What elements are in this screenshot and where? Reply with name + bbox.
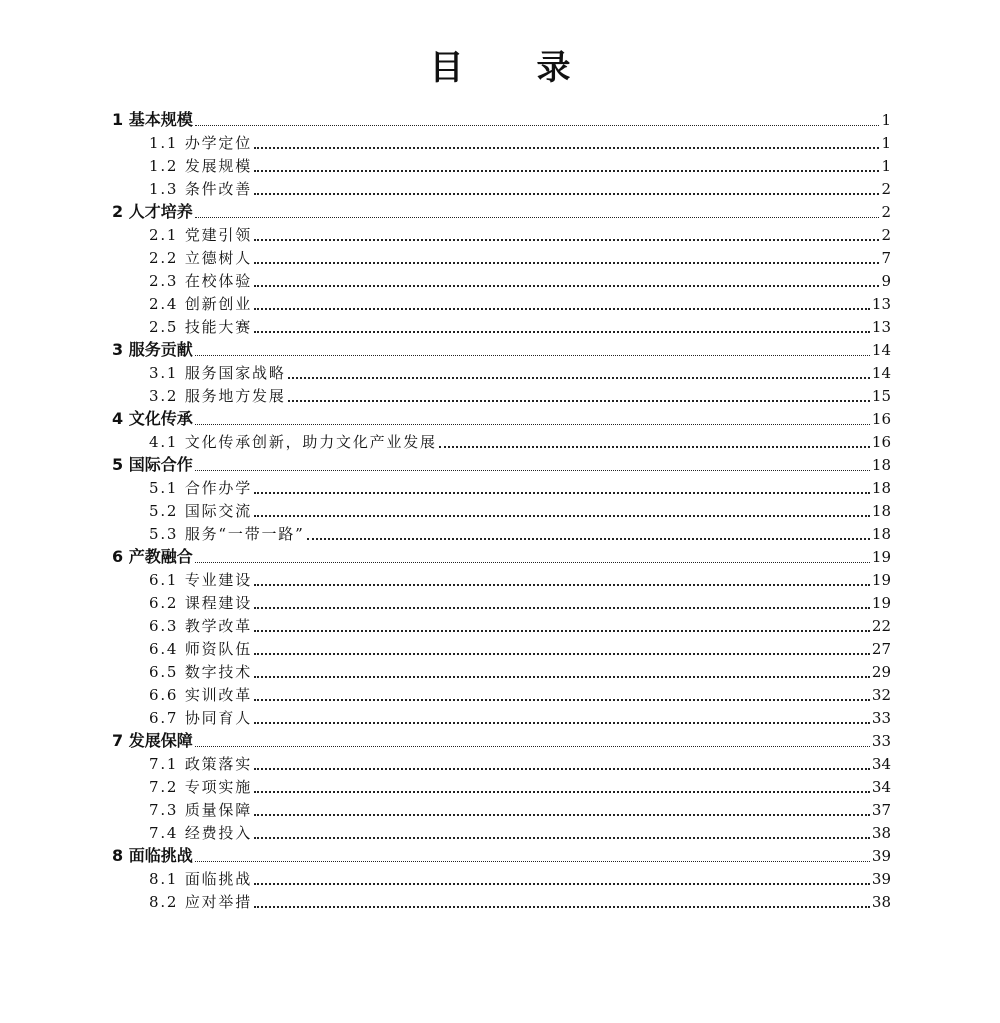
toc-chapter-row[interactable]: [112, 453, 891, 475]
toc-page-number: 14: [871, 364, 891, 382]
toc-page-number: 29: [871, 663, 891, 681]
toc-section-row[interactable]: [149, 154, 891, 176]
toc-entry-label: 4 文化传承: [112, 409, 193, 428]
dot-leader: [254, 193, 879, 195]
dot-leader: [254, 147, 879, 149]
toc-page-number: 37: [871, 801, 891, 819]
toc-page-number: 33: [871, 709, 891, 727]
toc-entry-label: 2.2 立德树人: [149, 249, 253, 267]
dot-leader: [254, 515, 870, 517]
toc-section-row[interactable]: [149, 890, 891, 912]
toc-page-number: 7: [881, 249, 891, 267]
toc-page-number: 39: [871, 870, 891, 888]
toc-section-row[interactable]: [149, 798, 891, 820]
dot-leader: [195, 125, 880, 126]
dot-leader: [254, 492, 870, 494]
toc-page-number: 15: [871, 387, 891, 405]
toc-section-row[interactable]: [149, 706, 891, 728]
dot-leader: [254, 837, 870, 839]
toc-page-number: 18: [871, 456, 891, 474]
toc-page-number: 1: [881, 157, 891, 175]
toc-page-number: 19: [871, 548, 891, 566]
toc-chapter-row[interactable]: [112, 200, 891, 222]
toc-entry-label: 8.1 面临挑战: [149, 870, 253, 888]
dot-leader: [195, 861, 870, 862]
toc-entry-label: 2.3 在校体验: [149, 272, 253, 290]
toc-entry-label: 5 国际合作: [112, 455, 193, 474]
toc-entry-label: 7.4 经费投入: [149, 824, 253, 842]
toc-section-row[interactable]: [149, 246, 891, 268]
dot-leader: [254, 584, 870, 586]
toc-section-row[interactable]: [149, 660, 891, 682]
toc-section-row[interactable]: [149, 499, 891, 521]
toc-chapter-row[interactable]: [112, 729, 891, 751]
toc-section-row[interactable]: [149, 821, 891, 843]
toc-entry-label: 2.5 技能大赛: [149, 318, 253, 336]
dot-leader: [254, 722, 870, 724]
toc-entry-label: 6.2 课程建设: [149, 594, 253, 612]
dot-leader: [195, 217, 880, 218]
dot-leader: [195, 424, 870, 425]
dot-leader: [195, 562, 870, 563]
toc-section-row[interactable]: [149, 361, 891, 383]
toc-section-row[interactable]: [149, 384, 891, 406]
toc-entry-label: 4.1 文化传承创新，助力文化产业发展: [149, 433, 437, 451]
toc-page-number: 18: [871, 479, 891, 497]
toc-page-number: 33: [871, 732, 891, 750]
dot-leader: [439, 446, 870, 448]
toc-page-number: 39: [871, 847, 891, 865]
dot-leader: [254, 653, 870, 655]
toc-page-number: 16: [871, 433, 891, 451]
toc-page-number: 38: [871, 824, 891, 842]
toc-chapter-row[interactable]: [112, 407, 891, 429]
toc-chapter-row[interactable]: [112, 338, 891, 360]
dot-leader: [195, 746, 870, 747]
toc-entry-label: 6.3 教学改革: [149, 617, 253, 635]
toc-section-row[interactable]: [149, 568, 891, 590]
dot-leader: [195, 470, 870, 471]
dot-leader: [254, 308, 870, 310]
toc-section-row[interactable]: [149, 131, 891, 153]
toc-page-number: 13: [871, 295, 891, 313]
toc-entry-label: 6.6 实训改革: [149, 686, 253, 704]
dot-leader: [254, 607, 870, 609]
dot-leader: [254, 170, 879, 172]
toc-entry-label: 1.3 条件改善: [149, 180, 253, 198]
dot-leader: [288, 400, 870, 402]
toc-page-number: 1: [881, 111, 891, 129]
page-title: 目 录: [429, 48, 602, 88]
toc-page-number: 38: [871, 893, 891, 911]
toc-entry-label: 6.4 师资队伍: [149, 640, 253, 658]
dot-leader: [288, 377, 870, 379]
toc-entry-label: 7 发展保障: [112, 731, 193, 750]
toc-page-number: 22: [871, 617, 891, 635]
toc-section-row[interactable]: [149, 614, 891, 636]
toc-page-number: 1: [881, 134, 891, 152]
toc-entry-label: 1.1 办学定位: [149, 134, 253, 152]
toc-section-row[interactable]: [149, 476, 891, 498]
toc-entry-label: 2.4 创新创业: [149, 295, 253, 313]
toc-section-row[interactable]: [149, 430, 891, 452]
toc-page-number: 18: [871, 525, 891, 543]
toc-entry-label: 6.7 协同育人: [149, 709, 253, 727]
dot-leader: [254, 239, 879, 241]
toc-section-row[interactable]: [149, 269, 891, 291]
toc-section-row[interactable]: [149, 315, 891, 337]
dot-leader: [307, 538, 870, 540]
toc-section-row[interactable]: [149, 591, 891, 613]
toc-section-row[interactable]: [149, 867, 891, 889]
toc-page-number: 32: [871, 686, 891, 704]
toc-section-row[interactable]: [149, 292, 891, 314]
toc-page-number: 9: [881, 272, 891, 290]
toc-entry-label: 7.3 质量保障: [149, 801, 253, 819]
toc-page-number: 19: [871, 571, 891, 589]
toc-entry-label: 1.2 发展规模: [149, 157, 253, 175]
dot-leader: [254, 906, 870, 908]
toc-chapter-row[interactable]: [112, 108, 891, 130]
dot-leader: [254, 699, 870, 701]
toc-entry-label: 8.2 应对举措: [149, 893, 253, 911]
dot-leader: [254, 768, 870, 770]
toc-entry-label: 8 面临挑战: [112, 846, 193, 865]
toc-entry-label: 7.1 政策落实: [149, 755, 253, 773]
toc-page-number: 18: [871, 502, 891, 520]
toc-page-number: 27: [871, 640, 891, 658]
toc-entry-label: 6 产教融合: [112, 547, 193, 566]
toc-entry-label: 6.5 数字技术: [149, 663, 253, 681]
toc-page-number: 19: [871, 594, 891, 612]
toc-section-row[interactable]: [149, 683, 891, 705]
toc-page-number: 34: [871, 755, 891, 773]
toc-entry-label: 3.2 服务地方发展: [149, 387, 286, 405]
dot-leader: [254, 285, 879, 287]
toc-entry-label: 5.2 国际交流: [149, 502, 253, 520]
toc-entry-label: 3 服务贡献: [112, 340, 193, 359]
toc-section-row[interactable]: [149, 752, 891, 774]
toc-section-row[interactable]: [149, 522, 891, 544]
toc-page-number: 2: [881, 226, 891, 244]
toc-page-number: 2: [881, 203, 891, 221]
toc-page-number: 2: [881, 180, 891, 198]
toc-section-row[interactable]: [149, 775, 891, 797]
dot-leader: [254, 883, 870, 885]
toc-entry-label: 7.2 专项实施: [149, 778, 253, 796]
toc-section-row[interactable]: [149, 223, 891, 245]
toc-entry-label: 2.1 党建引领: [149, 226, 253, 244]
dot-leader: [254, 676, 870, 678]
toc-page-number: 34: [871, 778, 891, 796]
toc-entry-label: 3.1 服务国家战略: [149, 364, 286, 382]
toc-entry-label: 6.1 专业建设: [149, 571, 253, 589]
dot-leader: [254, 630, 870, 632]
dot-leader: [195, 355, 870, 356]
toc-entry-label: 5.3 服务“一带一路”: [149, 525, 305, 543]
toc-page-number: 13: [871, 318, 891, 336]
toc-page-number: 16: [871, 410, 891, 428]
toc-entry-label: 2 人才培养: [112, 202, 193, 221]
dot-leader: [254, 791, 870, 793]
toc-entry-label: 1 基本规模: [112, 110, 193, 129]
toc-section-row[interactable]: [149, 177, 891, 199]
dot-leader: [254, 262, 879, 264]
toc-section-row[interactable]: [149, 637, 891, 659]
toc-page-number: 14: [871, 341, 891, 359]
dot-leader: [254, 814, 870, 816]
toc-entry-label: 5.1 合作办学: [149, 479, 253, 497]
dot-leader: [254, 331, 870, 333]
toc-chapter-row[interactable]: [112, 545, 891, 567]
toc-chapter-row[interactable]: [112, 844, 891, 866]
